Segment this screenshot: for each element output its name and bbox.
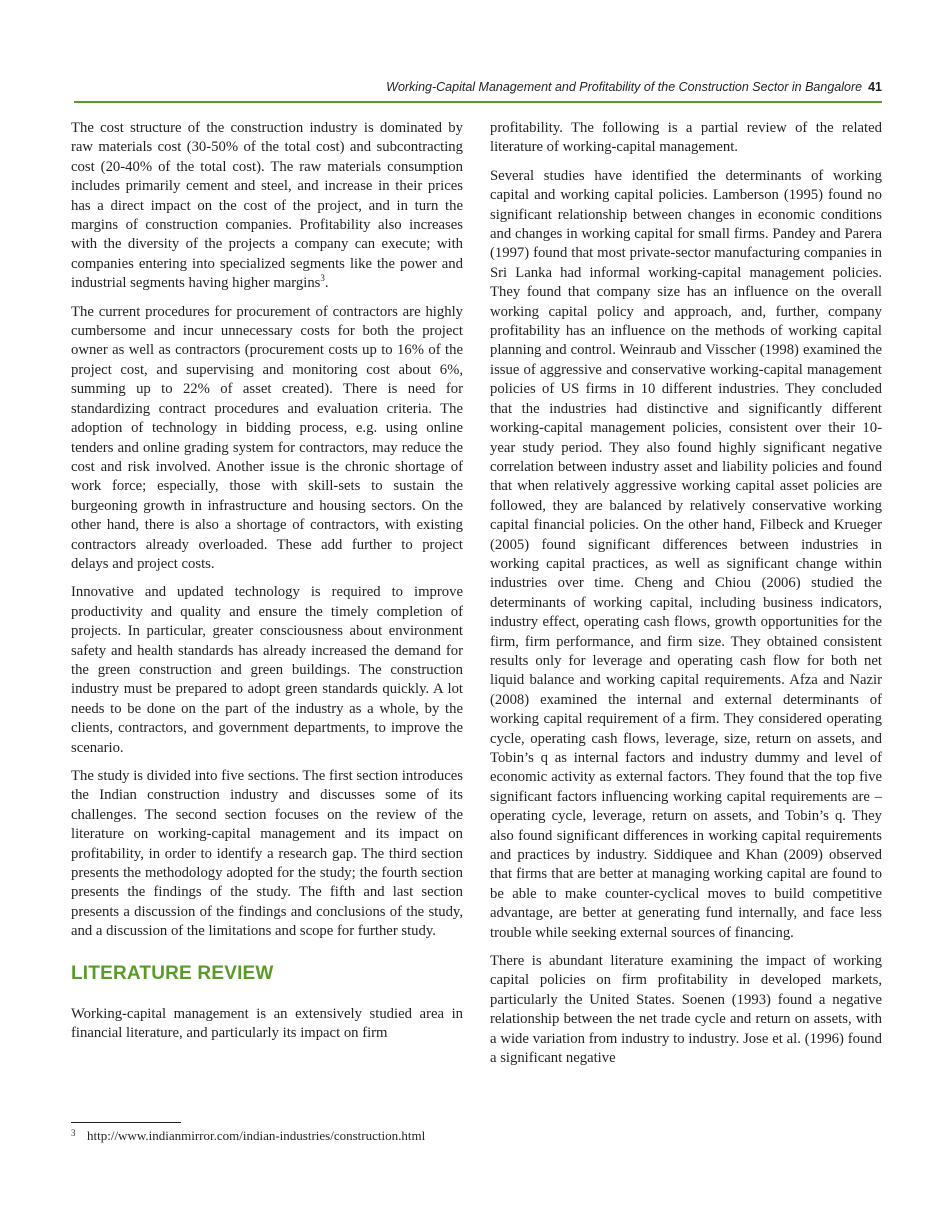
paragraph: There is abundant literature examining the impact of working capital policies on firm profitability in developed markets, particularly the United States. Soenen (1993) found a negative relationship between the net trade cycle and return on assets, with a wide variation from industry to industry. Jose et al. (1996) found a significant negative [490, 953, 882, 1067]
footnote-ref[interactable]: 3 [320, 273, 325, 284]
right-column [490, 119, 882, 1078]
paragraph: profitability. The following is a partial review of the related literature of working-capital management. [490, 120, 882, 156]
left-column [71, 119, 463, 1053]
page-number: 41 [868, 80, 882, 94]
footnote [71, 1127, 463, 1145]
paragraph: Innovative and updated technology is required to improve productivity and quality and ensure the timely completion of projects. In particular, greater consciousness about environment safety and health standards has already increased the demand for the green construction and green buildings. The construction industry must be prepared to adopt green standards quickly. A lot needs to be done on the part of the industry as a whole, by the clients, contractors, and government departments, to improve the scenario. [71, 584, 463, 756]
paragraph: Working-capital management is an extensively studied area in financial literature, and particularly its impact on firm [71, 1006, 463, 1042]
footnote-link[interactable]: http://www.indianmirror.com/indian-industries/construction.html [87, 1128, 426, 1143]
running-title: Working-Capital Management and Profitability of the Construction Sector in Bangalore [386, 80, 863, 94]
paragraph-text: The cost structure of the construction industry is dominated by raw materials cost (30-50% of the total cost) and subcontracting cost (20-40% of the total cost). The raw materials consumption includes primarily cement and steel, and increase in their prices has a direct impact on the cost of the project, and in turn the margins of construction companies. Profitability also increases with the diversity of the projects a company can execute; with companies entering into specialized segments like the power and industrial segments having higher margins [71, 120, 463, 292]
paragraph: The study is divided into five sections. The first section introduces the Indian construction industry and discusses some of its challenges. The second section focuses on the review of the literature on working-capital management and its impact on profitability, in order to identify a research gap. The third section presents the methodology adopted for the study; the fourth section presents the findings of the study. The fifth and last section presents a discussion of the findings and conclusions of the study, and a discussion of the limitations and scope for further study. [71, 768, 463, 940]
paragraph: The current procedures for procurement of contractors are highly cumbersome and incur unnecessary costs for both the project owner as well as contractors (procurement costs up to 16% of the project cost, and supervising and monitoring cost about 6%, summing up to 22% of asset created). There is need for standardizing contract procedures and evaluation criteria. The adoption of technology in bidding process, e.g. using online tenders and online grading system for contractors, may reduce the cost and risk involved. Another issue is the chronic shortage of work force; especially, those with skill-sets to sustain the burgeoning growth in infrastructure and housing sectors. On the other hand, there is also a shortage of contractors, with existing contractors already overloaded. These add further to project delays and project costs. [71, 303, 463, 572]
section-heading: LITERATURE REVIEW [71, 962, 274, 984]
footnote-number: 3 [71, 1128, 76, 1138]
running-header [74, 80, 882, 98]
footnote-rule [71, 1122, 181, 1123]
header-rule [74, 101, 882, 103]
paragraph-end: . [324, 275, 329, 292]
paragraph [71, 119, 463, 294]
paragraph: Several studies have identified the determinants of working capital and working capital policies. Lamberson (1995) found no significant relationship between changes in economic conditions and changes in working capital for small firms. Pandey and Parera (1997) found that most private-sector manufacturing companies in Sri Lanka had informal working-capital management policies. They found that company size has an influence on the overall working capital policy and approach, and, further, company profitability has an influence on the methods of working capital planning and control. Weinraub and Visscher (1998) examined the issue of aggressive and conservative working-capital management policies of US firms in 10 different industries. They concluded that the industries had distinctive and significantly different working-capital management policies, consistent over their 10-year study period. They also found highly significant negative correlation between industry asset and liability policies and found that when relatively aggressive working capital asset policies are followed, they are balanced by relatively conservative working capital financial policies. On the other hand, Filbeck and Krueger (2005) found significant differences between industries in working capital practices, as well as significant change within industries over time. Cheng and Chiou (2006) studied the determinants of working capital, including business indicators, industry effect, operating cash flows, growth opportunities for the firm, firm performance, and firm size. They obtained consistent results only for leverage and operating cash flow for both net liquid balance and working capital requirements. Afza and Nazir (2008) examined the internal and external determinants of working capital requirement of a firm. They considered operating cycle, operating cash flows, leverage, size, return on assets, and Tobin’s q as internal factors and industry dummy and level of economic activity as external factors. They found that the top five significant factors influencing working capital requirements are – operating cycle, leverage, return on assets, and Tobin’s q. They also found significant differences in working capital requirements and practices by industry. Siddiquee and Khan (2009) observed that firms that are better at managing working capital are found to be able to make counter-cyclical moves to build competitive advantage, are better at generating fund internally, and face less trouble while seeking external sources of financing. [490, 167, 882, 941]
